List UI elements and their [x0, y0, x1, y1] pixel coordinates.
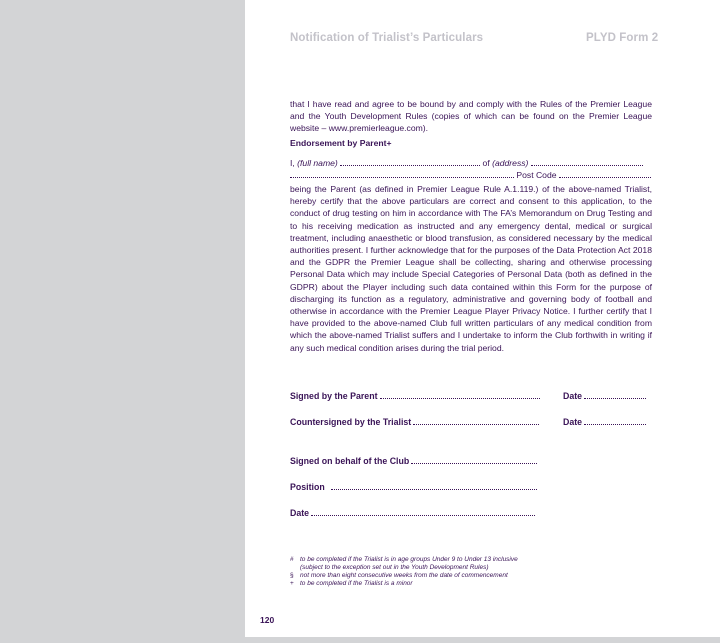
post-code-field[interactable]	[559, 169, 651, 178]
post-code-label: Post Code	[516, 170, 557, 180]
footnote-text: to be completed if the Trialist is a minor	[300, 580, 413, 587]
of-label: of	[480, 158, 493, 168]
footnote-item	[290, 556, 518, 564]
footnote-mark: §	[290, 572, 294, 579]
full-name-label: (full name)	[297, 158, 338, 168]
page-number: 120	[260, 615, 275, 625]
club-date-row	[290, 508, 535, 518]
viewer-gutter	[0, 0, 245, 643]
club-signature-field[interactable]	[411, 456, 537, 464]
page-header-title: Notification of Trialist’s Particulars	[290, 32, 484, 44]
position-field[interactable]	[331, 482, 537, 490]
address-field[interactable]	[531, 157, 643, 166]
address-postcode-line	[290, 169, 652, 181]
page-bottom-edge	[245, 637, 720, 643]
footnote-continuation: (subject to the exception set out in the Youth Development Rules)	[300, 564, 489, 571]
trialist-date-row	[563, 417, 646, 427]
trialist-signature-field[interactable]	[413, 417, 539, 425]
club-date-field[interactable]	[311, 508, 535, 516]
parent-date-label: Date	[563, 391, 583, 401]
address-field-continued[interactable]	[290, 169, 514, 178]
signed-club-label: Signed on behalf of the Club	[290, 456, 410, 466]
parent-date-field[interactable]	[584, 391, 646, 399]
parent-name-address-line	[290, 157, 652, 169]
countersigned-trialist-label: Countersigned by the Trialist	[290, 417, 412, 427]
address-label: (address)	[492, 158, 529, 168]
page-header-form-id: PLYD Form 2	[586, 32, 659, 44]
footnote-text: to be completed if the Trialist is in age groups Under 9 to Under 13 inclusive	[300, 556, 518, 563]
position-label: Position	[290, 482, 325, 492]
signed-parent-label: Signed by the Parent	[290, 391, 378, 401]
trialist-signature-row	[290, 417, 539, 427]
parent-date-row	[563, 391, 646, 401]
intro-paragraph: that I have read and agree to be bound by and comply with the Rules of the Premier League and the Youth Development Rules (copies of which can be found on the Premier League website – www.premierleague.com).	[290, 99, 652, 134]
parent-signature-field[interactable]	[380, 391, 540, 399]
declaration-paragraph: being the Parent (as defined in Premier League Rule A.1.119.) of the above-named Trialist, hereby certify that the above particulars are correct and consent to this application, to the conduct of drug testing on him in accordance with The FA’s Memorandum on Drug Testing and to his receiving medication as instructed and any emergency dental, medical or surgical treatment, including anaesthetic or blood transfusion, as considered necessary by the medical authorities present. I further acknowledge that for the purposes of the Data Protection Act 2018 and the GDPR the Premier League shall be collecting, sharing and otherwise processing Personal Data which may include Special Categories of Personal Data (both as defined in the GDPR) about the Player including such data contained within this Form for the purpose of discharging its function as a regulatory, administrative and governing body of football and otherwise in accordance with the Premier League Player Privacy Notice. I further certify that I have provided to the above-named Club full written particulars of any medical condition from which the above-named Trialist suffers and I undertake to inform the Club forthwith in writing if any such medical condition arises during the trial period.	[290, 184, 652, 353]
parent-signature-row	[290, 391, 540, 401]
club-date-label: Date	[290, 508, 310, 518]
name-prefix: I,	[290, 158, 298, 168]
footnote-mark: +	[290, 580, 294, 587]
footnote-item	[290, 580, 518, 588]
footnote-text: not more than eight consecutive weeks from the date of commencement	[300, 572, 508, 579]
footnotes	[290, 556, 518, 588]
footnote-mark: #	[290, 556, 294, 563]
trialist-date-field[interactable]	[584, 417, 646, 425]
full-name-field[interactable]	[340, 157, 480, 166]
trialist-date-label: Date	[563, 417, 583, 427]
position-row	[290, 482, 537, 492]
club-signature-row	[290, 456, 537, 466]
endorsement-heading: Endorsement by Parent+	[290, 138, 392, 148]
footnote-item	[290, 572, 518, 580]
